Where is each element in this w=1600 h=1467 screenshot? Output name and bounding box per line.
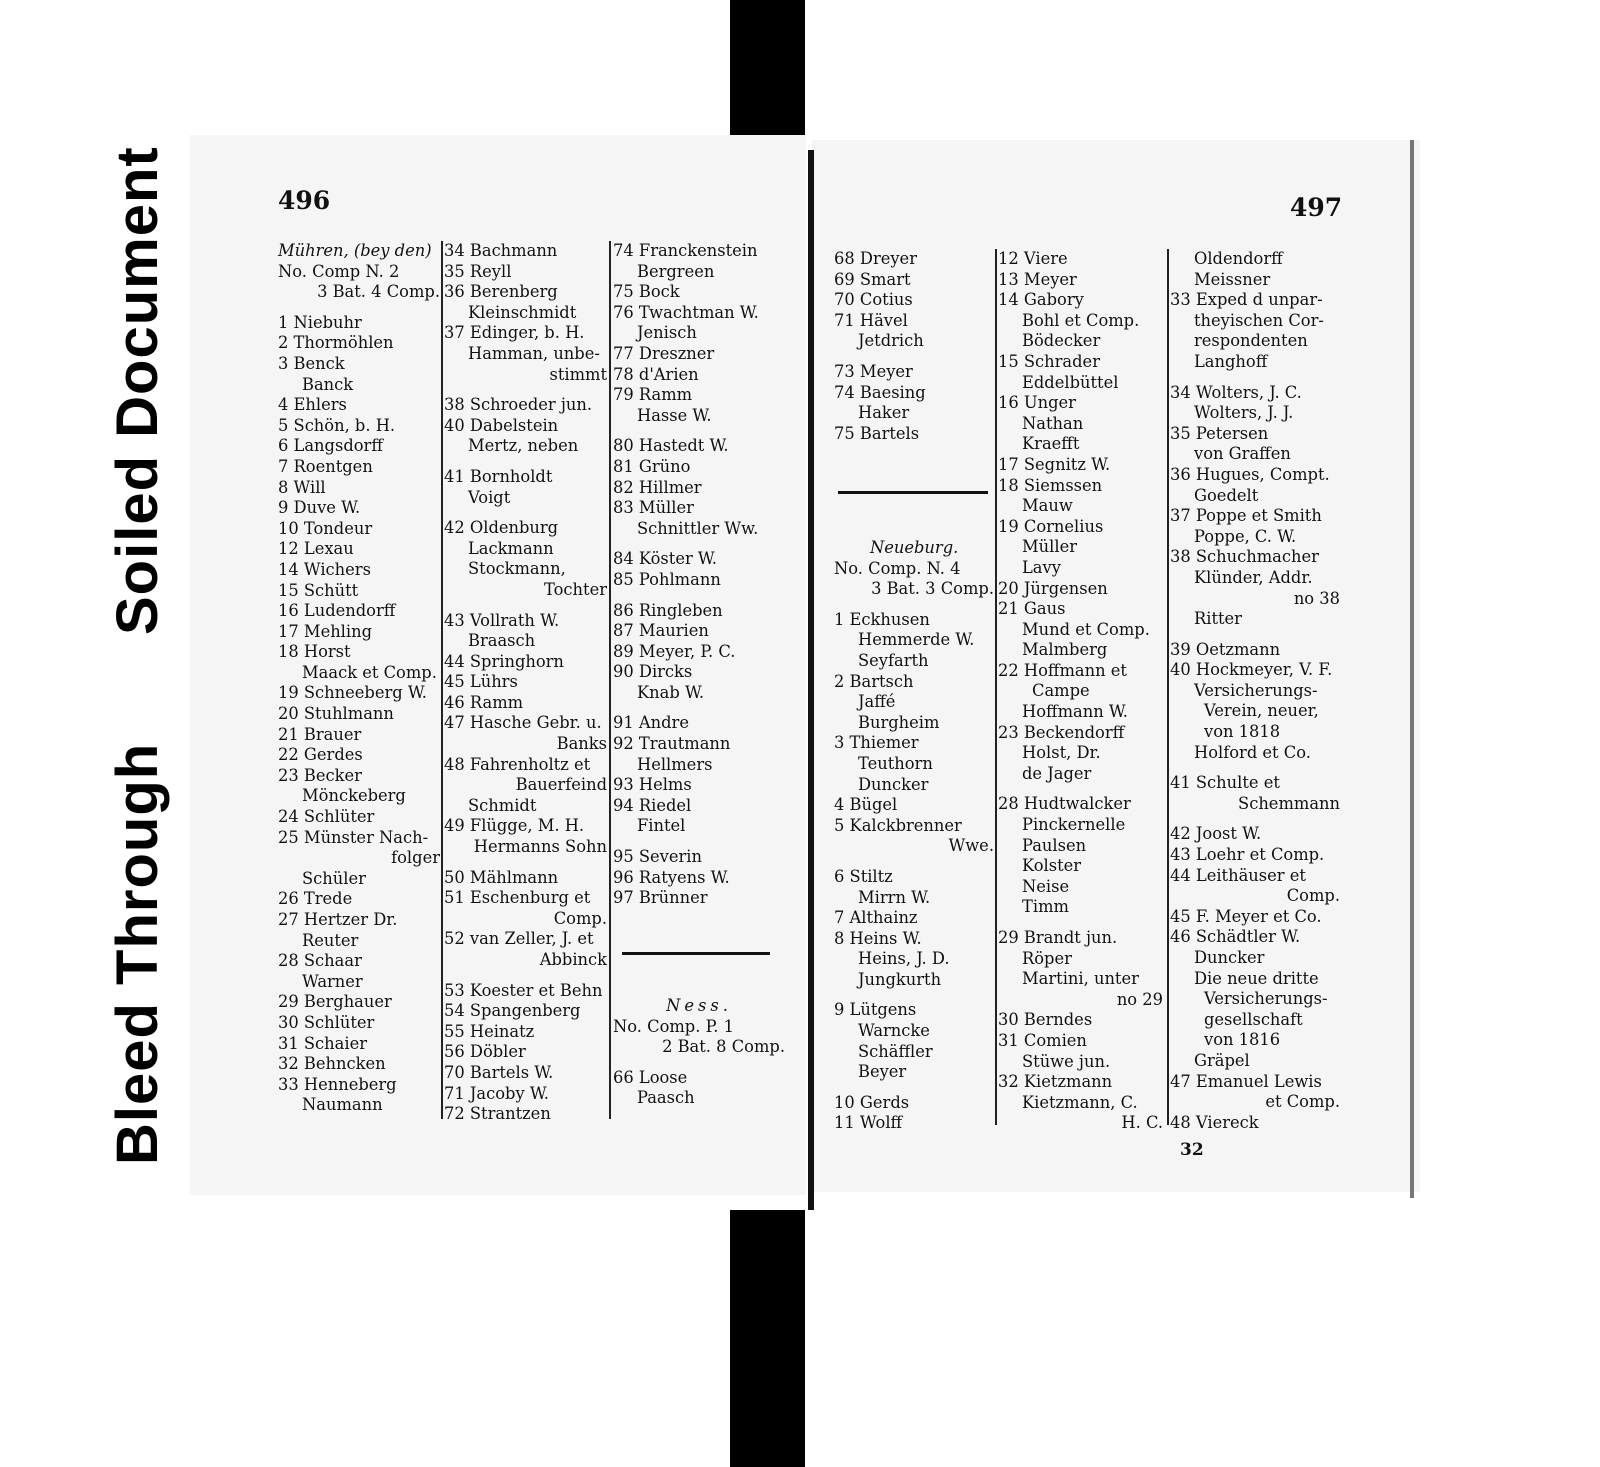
list-entry: Mirrn W. [858,887,931,907]
list-entry: 47 Hasche Gebr. u. [444,713,602,733]
list-entry: Wolters, J. J. [1194,403,1294,423]
list-entry: 37 Edinger, b. H. [444,323,585,343]
list-entry: Kolster [1022,856,1082,876]
list-entry: 33 Henneberg [278,1074,397,1094]
list-entry: Stüwe jun. [1022,1051,1111,1071]
list-entry: 90 Dircks [613,662,693,682]
list-entry: Röper [1022,948,1072,968]
list-entry: Abbinck [539,950,607,969]
list-entry: 4 Bügel [834,795,898,815]
list-entry: 20 Jürgensen [998,578,1108,598]
list-entry: Campe [1032,681,1090,701]
list-entry: 10 Tondeur [278,518,373,538]
list-entry: Paulsen [1022,835,1087,855]
list-entry: 1 Eckhusen [834,609,930,629]
list-entry: Jetdrich [858,331,924,351]
list-entry: Ritter [1194,609,1242,629]
list-entry: de Jager [1022,763,1092,783]
list-entry: 31 Schaier [278,1033,367,1053]
list-entry: 3 Benck [278,353,345,373]
list-entry: 37 Poppe et Smith [1170,506,1322,526]
right-column-3 [1170,249,1340,1133]
list-entry: 56 Döbler [444,1042,526,1062]
list-entry: 46 Ramm [444,692,524,712]
list-entry: 50 Mählmann [444,867,559,887]
spacer [834,1083,994,1093]
list-entry: no 38 [1293,588,1340,608]
list-entry: 84 Köster W. [613,549,717,569]
right-column-1 [834,249,994,444]
ness-entry: Paasch [637,1088,695,1108]
list-entry: Pinckernelle [1022,815,1126,835]
list-entry: 15 Schrader [998,351,1100,371]
list-entry: Neise [1022,876,1070,896]
list-entry: 69 Smart [834,269,911,289]
list-entry: 28 Hudtwalcker [998,794,1131,814]
list-entry: Mertz, neben [468,436,579,456]
list-entry: 89 Meyer, P. C. [613,641,736,661]
list-entry: 48 Viereck [1170,1112,1259,1132]
list-entry: 23 Becker [278,765,362,785]
list-entry: 17 Segnitz W. [998,454,1111,474]
list-entry: Malmberg [1022,640,1108,660]
list-entry: 21 Brauer [278,724,362,744]
list-entry: 72 Strantzen [444,1104,551,1124]
list-entry: Gräpel [1194,1050,1250,1070]
list-entry: 92 Trautmann [613,734,731,754]
list-entry: Hoffmann W. [1022,702,1128,722]
list-entry: 36 Berenberg [444,282,558,302]
ness-section [613,996,785,1109]
list-entry: Seyfarth [858,650,929,670]
list-entry: 39 Oetzmann [1170,639,1281,659]
list-entry: 30 Schlüter [278,1012,375,1032]
list-entry: 51 Eschenburg et [444,888,591,908]
spacer [1170,814,1340,824]
spacer [444,601,607,611]
list-entry: Langhoff [1194,351,1268,371]
list-entry: 34 Bachmann [444,241,558,260]
list-entry: 28 Schaar [278,951,362,971]
left-column-1 [278,241,440,1116]
list-entry: 12 Viere [998,249,1068,268]
section-divider [622,952,770,955]
list-entry: Holford et Co. [1194,742,1311,762]
list-entry: Duncker [858,774,929,794]
list-entry: 49 Flügge, M. H. [444,816,585,836]
list-entry: 19 Schneeberg W. [278,683,427,703]
neueburg-title: Neueburg. [870,538,959,557]
list-entry: Reuter [302,930,359,950]
list-entry: Meissner [1194,269,1271,289]
list-entry: Naumann [302,1095,383,1115]
spacer [444,385,607,395]
list-entry: stimmt [549,364,607,384]
list-entry: Jenisch [637,323,697,343]
list-entry: 71 Jacoby W. [444,1083,549,1103]
list-entry: Teuthorn [858,753,933,773]
list-entry: 76 Twachtman W. [613,302,759,322]
list-entry: 8 Will [278,477,326,497]
spacer [613,837,783,847]
list-entry: 95 Severin [613,847,702,867]
list-entry: Eddelbüttel [1022,372,1119,392]
list-entry: Martini, unter [1022,969,1139,989]
list-entry: 5 Kalckbrenner [834,815,962,835]
column-rule [995,249,997,1125]
list-entry: 27 Hertzer Dr. [278,910,398,929]
list-entry: H. C. [1121,1113,1163,1133]
list-entry: Jungkurth [858,969,942,989]
list-entry: 22 Gerdes [278,745,363,765]
list-entry: 22 Hoffmann et [998,660,1127,680]
list-entry: no 29 [1116,989,1163,1009]
list-entry: Schüler [302,868,366,888]
list-entry: 4 Ehlers [278,395,347,415]
list-entry: Bauerfeind [515,775,607,795]
list-entry: 86 Ringleben [613,600,723,620]
list-entry: 3 Thiemer [834,733,919,753]
list-entry: 52 van Zeller, J. et [444,929,594,949]
list-entry: Tochter [544,579,607,599]
list-entry: 42 Joost W. [1170,824,1262,844]
neueburg-section [834,538,994,1134]
list-entry: 2 Bartsch [834,671,914,691]
list-entry: 7 Althainz [834,908,918,928]
spacer [444,858,607,868]
spacer [1170,630,1340,640]
list-entry: Warncke [858,1021,930,1041]
ness-header-2: 2 Bat. 8 Comp. [662,1037,785,1057]
column-rule [441,241,443,1119]
list-entry: Haker [858,403,910,423]
list-entry: Heins, J. D. [858,949,950,969]
spacer [1170,763,1340,773]
list-entry: Duncker [1194,948,1265,967]
list-entry: von Graffen [1194,444,1291,464]
list-entry: Mauw [1022,496,1073,516]
list-entry: 18 Siemssen [998,475,1103,495]
list-entry: Lavy [1022,557,1061,577]
list-entry: 48 Fahrenholtz et [444,754,591,774]
list-entry: Hamman, unbe- [468,343,600,363]
list-entry: Versicherungs- [1194,680,1318,700]
list-entry: 78 d'Arien [613,364,699,384]
spacer [444,971,607,981]
list-entry: Beyer [858,1062,907,1082]
list-entry: 33 Exped d unpar- [1170,290,1323,310]
bleed-through-label: Bleed Through [105,742,170,1165]
list-entry: Comp. [1286,886,1340,906]
list-entry: 70 Bartels W. [444,1062,554,1082]
ness-title: Ness. [666,996,732,1015]
list-entry: 29 Brandt jun. [998,928,1118,947]
list-entry: 85 Pohlmann [613,569,721,589]
list-entry: 74 Baesing [834,382,926,402]
list-entry: Schmidt [468,795,537,815]
list-entry: Schemmann [1238,793,1340,813]
list-entry: Schnittler Ww. [637,518,759,538]
section-divider [838,491,988,494]
list-entry: Warner [302,971,363,991]
list-entry: 3 Bat. 4 Comp. [317,282,440,302]
list-entry: 38 Schroeder jun. [444,395,593,415]
spacer [613,539,783,549]
list-entry: Hellmers [637,754,713,774]
list-entry: 26 Trede [278,889,353,909]
list-entry: 41 Schulte et [1170,773,1280,793]
list-entry: Mund et Comp. [1022,619,1150,639]
spacer [998,918,1163,928]
list-entry: Timm [1022,897,1069,917]
list-entry: Müller [1022,537,1077,557]
list-entry: 10 Gerds [834,1092,910,1112]
list-entry: 70 Cotius [834,290,913,310]
list-entry: 36 Hugues, Compt. [1170,464,1330,484]
list-entry: 34 Wolters, J. C. [1170,382,1302,402]
list-entry: 6 Stiltz [834,866,893,886]
neueburg-header-1: No. Comp. N. 4 [834,558,961,578]
list-entry: Voigt [468,487,511,507]
list-entry: 43 Vollrath W. [444,610,560,630]
list-entry: Comp. [553,908,607,928]
list-entry: Klünder, Addr. [1194,567,1313,587]
list-entry: 40 Hockmeyer, V. F. [1170,660,1333,680]
list-entry: Verein, neuer, [1204,701,1319,721]
spacer [613,703,783,713]
right-column-2 [998,249,1163,1134]
list-entry: 24 Schlüter [278,807,375,827]
list-entry: theyischen Cor- [1194,310,1324,330]
list-entry: 16 Unger [998,393,1076,413]
list-entry: 18 Horst [278,642,351,662]
list-entry: von 1816 [1204,1030,1281,1050]
list-entry: 75 Bartels [834,423,920,443]
list-entry: 53 Koester et Behn [444,980,603,1000]
list-entry: Maack et Comp. [302,662,437,682]
list-entry: 54 Spangenberg [444,1001,581,1021]
list-entry: 8 Heins W. [834,928,922,948]
list-entry: Schäffler [858,1041,933,1061]
list-entry: Banks [556,734,607,754]
list-entry: 19 Cornelius [998,516,1104,536]
list-entry: Braasch [468,631,536,651]
spacer [613,591,783,601]
list-entry: 96 Ratyens W. [613,867,730,887]
list-entry: No. Comp N. 2 [278,261,400,281]
list-entry: 5 Schön, b. H. [278,415,396,435]
list-entry: Hermanns Sohn [473,837,607,857]
list-entry: 13 Meyer [998,269,1077,289]
ness-entry: 66 Loose [613,1067,688,1087]
list-entry: Kraefft [1022,434,1080,454]
list-entry: 41 Bornholdt [444,466,553,486]
list-entry: 80 Hastedt W. [613,436,729,456]
list-entry: 38 Schuchmacher [1170,547,1319,567]
list-entry: Oldendorff [1194,249,1283,268]
spacer [613,426,783,436]
list-entry: 43 Loehr et Comp. [1170,845,1325,865]
list-entry: Fintel [637,816,686,836]
list-entry: 6 Langsdorff [278,436,383,456]
list-entry: Nathan [1022,413,1084,433]
list-entry: Mönckeberg [302,786,406,806]
list-entry: 29 Berghauer [278,992,392,1012]
binding-strap-top [730,0,805,152]
list-entry: Holst, Dr. [1022,743,1101,763]
list-entry: 21 Gaus [998,599,1066,619]
book-gutter [808,150,814,1210]
list-entry: folger [391,848,440,868]
list-entry: 30 Berndes [998,1010,1093,1030]
list-entry: 45 Lührs [444,672,518,692]
list-entry: Die neue dritte [1194,968,1319,988]
list-entry: 44 Leithäuser et [1170,865,1306,885]
list-entry: 74 Franckenstein [613,241,758,260]
list-entry: et Comp. [1265,1092,1340,1112]
spacer [834,990,994,1000]
list-entry: Burgheim [858,712,940,732]
left-column-2 [444,241,607,1125]
list-entry: 75 Bock [613,282,680,302]
list-entry: 68 Dreyer [834,249,917,268]
neueburg-header-2: 3 Bat. 3 Comp. [871,579,994,599]
list-entry: 55 Heinatz [444,1021,535,1041]
spacer [278,303,440,313]
list-entry: 46 Schädtler W. [1170,927,1301,947]
list-entry: 42 Oldenburg [444,518,559,538]
list-entry: von 1818 [1204,722,1281,742]
list-entry: 23 Beckendorff [998,722,1125,742]
list-entry: Lackmann [468,538,554,558]
list-entry: Bohl et Comp. [1022,310,1140,330]
list-entry: 35 Reyll [444,261,512,281]
list-entry: 25 Münster Nach- [278,827,429,847]
list-entry: 97 Brünner [613,888,708,908]
binding-strap-bottom [730,1210,805,1467]
list-entry: 2 Thormöhlen [278,333,394,353]
list-entry: 9 Duve W. [278,498,361,518]
spacer [444,508,607,518]
list-entry: Mühren, (bey den) [278,241,432,260]
signature-mark: 32 [1180,1140,1204,1160]
list-entry: 11 Wolff [834,1113,903,1133]
spacer [444,457,607,467]
list-entry: 9 Lütgens [834,1000,917,1020]
list-entry: 82 Hillmer [613,477,702,497]
soiled-document-label: Soiled Document [105,146,170,635]
list-entry: 17 Mehling [278,621,373,641]
list-entry: 71 Hävel [834,310,908,330]
list-entry: 47 Emanuel Lewis [1170,1071,1322,1091]
spacer [834,857,994,867]
list-entry: 14 Wichers [278,559,371,579]
list-entry: Hasse W. [637,405,712,425]
list-entry: Kietzmann, C. [1022,1092,1138,1112]
list-entry: gesellschaft [1204,1009,1303,1029]
list-entry: Stockmann, [468,559,566,579]
list-entry: 31 Comien [998,1030,1087,1050]
ness-header-1: No. Comp. P. 1 [613,1016,734,1036]
list-entry: 91 Andre [613,713,689,733]
list-entry: Jaffé [858,692,896,712]
list-entry: Versicherungs- [1204,989,1328,1009]
list-entry: 1 Niebuhr [278,312,362,332]
list-entry: respondenten [1194,331,1308,351]
list-entry: 77 Dreszner [613,343,715,363]
list-entry: 44 Springhorn [444,651,564,671]
spacer [1170,373,1340,383]
list-entry: Goedelt [1194,485,1259,505]
list-entry: Kleinschmidt [468,302,577,322]
list-entry: 16 Ludendorff [278,601,396,621]
list-entry: Hemmerde W. [858,630,975,650]
list-entry: Poppe, C. W. [1194,526,1297,546]
list-entry: 94 Riedel [613,795,692,815]
list-entry: 35 Petersen [1170,423,1269,443]
right-page-number: 497 [1290,193,1343,222]
list-entry: Knab W. [637,682,705,702]
list-entry: 12 Lexau [278,539,354,559]
list-entry: Wwe. [948,836,994,856]
column-rule [1167,249,1169,1125]
list-entry: 79 Ramm [613,385,693,405]
list-entry: 81 Grüno [613,456,691,476]
list-entry: 83 Müller [613,498,694,518]
list-entry: 32 Behncken [278,1054,386,1074]
list-entry: 7 Roentgen [278,456,373,476]
list-entry: 73 Meyer [834,361,913,381]
list-entry: 45 F. Meyer et Co. [1170,906,1322,926]
spacer [834,352,994,362]
list-entry: Banck [302,374,354,394]
list-entry: 87 Maurien [613,621,709,641]
list-entry: 20 Stuhlmann [278,704,394,724]
list-entry: 15 Schütt [278,580,359,600]
right-page-edge [1410,140,1414,1198]
list-entry: 93 Helms [613,775,692,795]
column-rule [609,241,611,1119]
list-entry: Bödecker [1022,331,1101,351]
list-entry: 32 Kietzmann [998,1072,1113,1092]
list-entry: Bergreen [637,261,715,281]
list-entry: 40 Dabelstein [444,415,559,435]
list-entry: 14 Gabory [998,290,1084,310]
left-page-number: 496 [278,186,331,215]
left-column-3 [613,241,783,909]
spacer [998,784,1163,794]
